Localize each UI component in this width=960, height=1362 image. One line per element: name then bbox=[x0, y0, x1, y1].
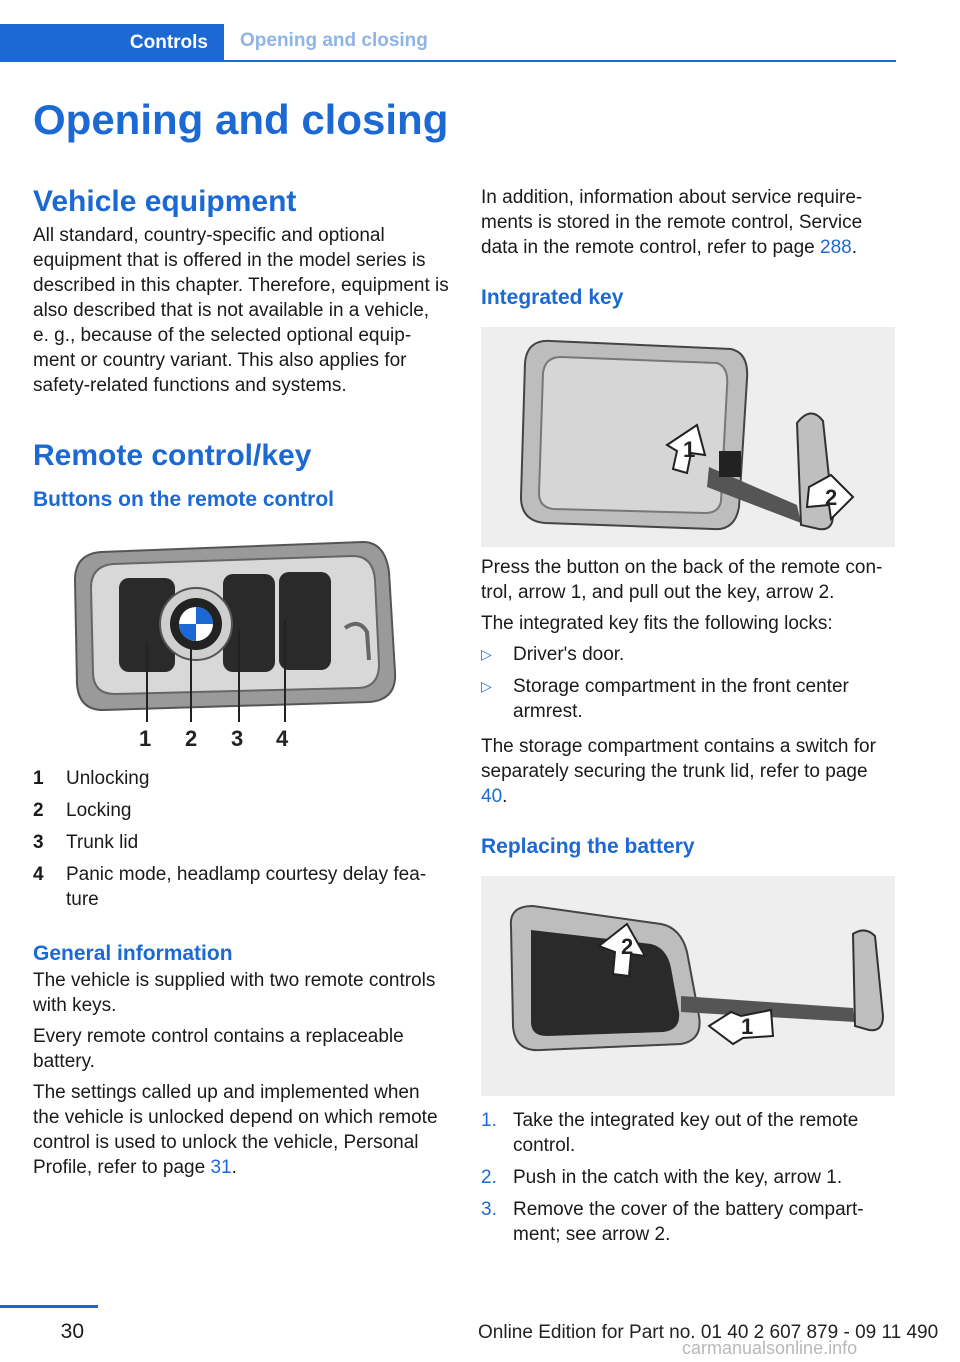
step-text: Remove the cover of the battery compart-ment; see arrow 2. bbox=[513, 1199, 864, 1245]
step-number: 1. bbox=[481, 1110, 497, 1131]
legend-item bbox=[33, 798, 449, 823]
step-text: Take the integrated key out of the remote control. bbox=[513, 1110, 859, 1156]
page-number: 30 bbox=[60, 1320, 84, 1343]
service-data-text bbox=[481, 185, 897, 260]
page-link-288[interactable]: 288 bbox=[820, 237, 852, 258]
edition-note: Online Edition for Part no. 01 40 2 607 879 - 09 11 490 bbox=[478, 1322, 939, 1343]
storage-text-body: The storage compartment contains a switch for separately securing the trunk lid, refer to page bbox=[481, 736, 876, 782]
battery-steps bbox=[481, 1108, 897, 1247]
step-number: 3. bbox=[481, 1199, 497, 1220]
legend-number: 2 bbox=[33, 800, 44, 821]
service-data-end: . bbox=[851, 237, 858, 258]
general-info-p3 bbox=[33, 1080, 449, 1180]
callout-2: 2 bbox=[185, 726, 198, 751]
step-item bbox=[481, 1165, 897, 1190]
list-item-text: Storage compartment in the front center armrest. bbox=[513, 676, 849, 722]
bullet-icon: ▷ bbox=[481, 678, 492, 694]
replacing-battery-heading: Replacing the battery bbox=[481, 835, 695, 858]
callout-3: 3 bbox=[231, 726, 244, 751]
chapter-tab bbox=[0, 24, 224, 62]
service-data-body: In addition, information about service require-ments is stored in the remote control, Service data in the remote control, refer to page bbox=[481, 187, 863, 258]
legend-text: Trunk lid bbox=[66, 832, 139, 853]
general-info-p3-end: . bbox=[231, 1157, 237, 1178]
list-item bbox=[481, 642, 897, 667]
page-link-31[interactable]: 31 bbox=[210, 1157, 232, 1178]
remote-control-figure bbox=[33, 532, 449, 754]
lock-list bbox=[481, 642, 897, 724]
legend-text: Panic mode, headlamp courtesy delay fea-ture bbox=[66, 864, 427, 910]
chapter-label: Controls bbox=[129, 32, 208, 53]
right-column bbox=[481, 185, 897, 1254]
list-item-text: Driver's door. bbox=[513, 644, 625, 665]
integrated-key-p2: The integrated key fits the following locks: bbox=[481, 613, 833, 634]
legend-text: Locking bbox=[66, 800, 132, 821]
callout-4: 4 bbox=[276, 726, 289, 751]
storage-text-end: . bbox=[502, 786, 508, 807]
remote-control-illustration bbox=[33, 532, 449, 754]
section-label: Opening and closing bbox=[240, 30, 428, 51]
footer-rule bbox=[0, 1305, 98, 1308]
legend-number: 3 bbox=[33, 832, 44, 853]
integrated-key-p1: Press the button on the back of the remote con-trol, arrow 1, and pull out the key, arrow 2. bbox=[481, 557, 883, 603]
vehicle-equipment-text: All standard, country-specific and optional equipment that is offered in the model series is described in this chapter. Therefore, equipment is also described that is not available in a vehicle, e. g., because of the selected optional equip-ment or country variant. This also applies for safety-related functions and systems. bbox=[33, 225, 449, 396]
key-arrow-2: 2 bbox=[825, 485, 838, 510]
legend-number: 4 bbox=[33, 864, 44, 885]
legend-item bbox=[33, 830, 449, 855]
battery-figure bbox=[481, 876, 895, 1096]
buttons-heading: Buttons on the remote control bbox=[33, 488, 334, 511]
legend-item bbox=[33, 862, 449, 912]
callout-1: 1 bbox=[139, 726, 152, 751]
header-rule bbox=[224, 60, 896, 62]
left-column bbox=[33, 184, 449, 1180]
general-information-heading: General information bbox=[33, 942, 233, 965]
remote-control-heading: Remote control/key bbox=[33, 439, 312, 472]
legend-item bbox=[33, 766, 449, 791]
integrated-key-figure bbox=[481, 327, 895, 547]
step-text: Push in the catch with the key, arrow 1. bbox=[513, 1167, 843, 1188]
battery-arrow-2: 2 bbox=[621, 934, 634, 959]
general-info-p2: Every remote control contains a replaceable battery. bbox=[33, 1026, 404, 1072]
general-info-p3-text: The settings called up and implemented when the vehicle is unlocked depend on which remote control is used to unlock the vehicle, Personal Profile, refer to page bbox=[33, 1082, 438, 1178]
step-number: 2. bbox=[481, 1167, 497, 1188]
page-link-40[interactable]: 40 bbox=[481, 786, 503, 807]
page-title: Opening and closing bbox=[33, 96, 449, 143]
integrated-key-illustration bbox=[481, 327, 895, 547]
general-info-p1: The vehicle is supplied with two remote controls with keys. bbox=[33, 970, 436, 1016]
watermark: carmanualsonline.info bbox=[682, 1338, 858, 1358]
list-item bbox=[481, 674, 897, 724]
key-arrow-1: 1 bbox=[683, 437, 696, 462]
button-legend bbox=[33, 766, 449, 912]
battery-illustration bbox=[481, 876, 895, 1096]
storage-compartment-text bbox=[481, 734, 897, 809]
legend-number: 1 bbox=[33, 768, 44, 789]
bullet-icon: ▷ bbox=[481, 646, 492, 662]
integrated-key-heading: Integrated key bbox=[481, 286, 624, 309]
step-item bbox=[481, 1108, 897, 1158]
vehicle-equipment-heading: Vehicle equipment bbox=[33, 185, 297, 218]
step-item bbox=[481, 1197, 897, 1247]
legend-text: Unlocking bbox=[66, 768, 150, 789]
battery-arrow-1: 1 bbox=[741, 1014, 754, 1039]
